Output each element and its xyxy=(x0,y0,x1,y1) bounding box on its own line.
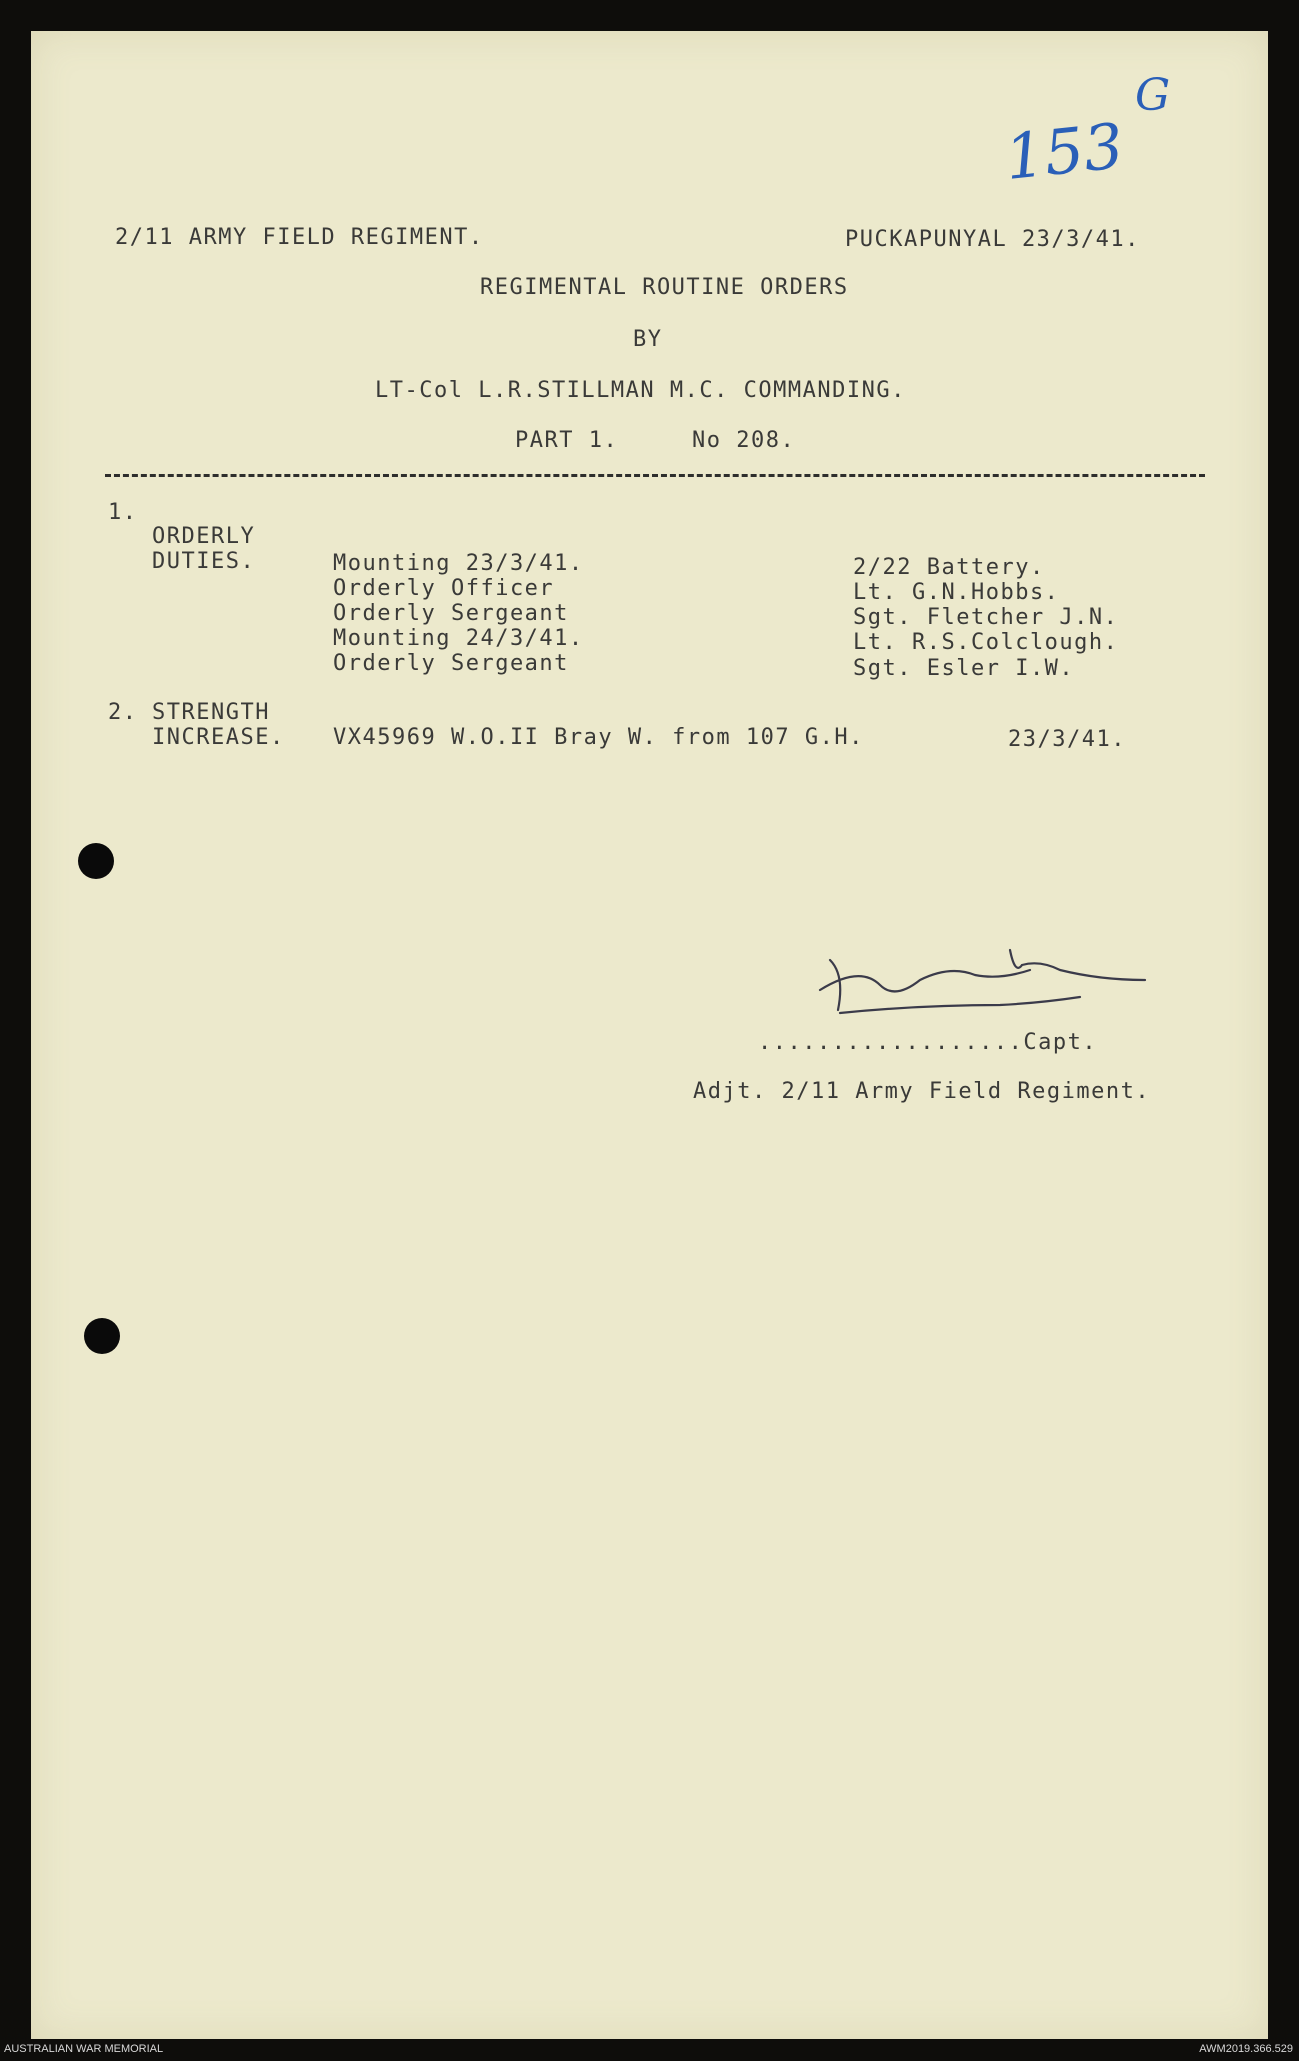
duty-line-5-left: Orderly Sergeant xyxy=(333,651,569,676)
commander-line: LT-Col L.R.STILLMAN M.C. COMMANDING. xyxy=(375,378,906,403)
unit-name: 2/11 ARMY FIELD REGIMENT. xyxy=(115,225,484,250)
signatory-title: Adjt. 2/11 Army Field Regiment. xyxy=(693,1079,1151,1104)
duty-line-2-right: Lt. G.N.Hobbs. xyxy=(853,580,1060,605)
strength-increase-entry: VX45969 W.O.II Bray W. from 107 G.H. xyxy=(333,725,864,750)
item-2-number: 2. xyxy=(108,700,138,725)
duty-line-5-right: Sgt. Esler I.W. xyxy=(853,656,1075,681)
footer-accession-id: AWM2019.366.529 xyxy=(1199,2043,1293,2055)
footer-institution: AUSTRALIAN WAR MEMORIAL xyxy=(4,2043,164,2055)
duty-line-3-left: Orderly Sergeant xyxy=(333,601,569,626)
signature-line: ..................Capt. xyxy=(758,1030,1098,1055)
strength-increase-date: 23/3/41. xyxy=(1008,727,1126,752)
part-label: PART 1. xyxy=(515,428,619,453)
item-2-heading-line-1: STRENGTH xyxy=(152,700,270,725)
separator-line xyxy=(105,474,1205,477)
punch-hole-lower xyxy=(84,1318,120,1354)
item-1-heading-line-1: ORDERLY xyxy=(152,524,256,549)
by-line: BY xyxy=(633,327,663,352)
duty-line-2-left: Orderly Officer xyxy=(333,576,555,601)
duty-line-4-left: Mounting 24/3/41. xyxy=(333,626,584,651)
handwritten-folio-number: 153 xyxy=(1001,109,1127,194)
item-1-heading-line-2: DUTIES. xyxy=(152,549,256,574)
adjutant-signature xyxy=(800,935,1160,1025)
item-1-number: 1. xyxy=(108,500,138,525)
punch-hole-upper xyxy=(78,843,114,879)
duty-line-3-right: Sgt. Fletcher J.N. xyxy=(853,605,1119,630)
handwritten-folio-letter: G xyxy=(1135,70,1171,121)
duty-line-4-right: Lt. R.S.Colclough. xyxy=(853,630,1119,655)
item-2-heading-line-2: INCREASE. xyxy=(152,725,285,750)
place-date: PUCKAPUNYAL 23/3/41. xyxy=(845,227,1140,252)
duty-line-1-left: Mounting 23/3/41. xyxy=(333,551,584,576)
document-title: REGIMENTAL ROUTINE ORDERS xyxy=(480,275,849,300)
order-number: No 208. xyxy=(692,428,796,453)
duty-line-1-right: 2/22 Battery. xyxy=(853,555,1045,580)
